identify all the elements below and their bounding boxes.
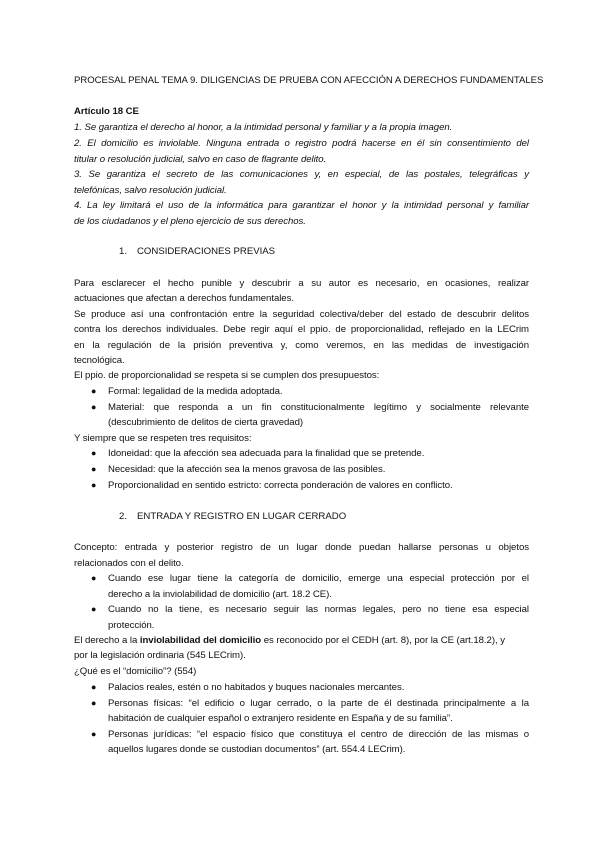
text-run: es reconocido por el CEDH (art. 8), por la CE (art.18.2), y bbox=[261, 635, 505, 646]
list-item: Personas jurídicas: “el espacio físico que constituya el centro de dirección de las mismas o bbox=[108, 729, 529, 740]
list-item: Formal: legalidad de la medida adoptada. bbox=[108, 386, 283, 397]
list-item: Necesidad: que la afección sea la menos gravosa de las posibles. bbox=[108, 464, 386, 475]
bullet-icon: ● bbox=[91, 448, 97, 458]
section-1-paragraph-cont: tecnológica. bbox=[74, 355, 125, 366]
bullet-icon: ● bbox=[91, 402, 97, 412]
bullet-icon: ● bbox=[91, 604, 97, 614]
list-item-cont: habitación de cualquier español o extranjero residente en España y de su familia”. bbox=[108, 713, 453, 724]
article-paragraph-4-cont: de los ciudadanos y el pleno ejercicio de sus derechos. bbox=[74, 216, 306, 227]
section-1-paragraph: Y siempre que se respeten tres requisitos: bbox=[74, 433, 252, 444]
list-item: Cuando no la tiene, es necesario seguir las normas legales, pero no tiene esa especial bbox=[108, 604, 529, 615]
section-2-question: ¿Qué es el “domicilio”? (554) bbox=[74, 666, 197, 677]
bullet-icon: ● bbox=[91, 386, 97, 396]
bullet-icon: ● bbox=[91, 573, 97, 583]
article-paragraph-3: 3. Se garantiza el secreto de las comunicaciones y, en especial, de las postales, telegráficas y bbox=[74, 169, 529, 180]
section-1-paragraph-cont: actuaciones que afectan a derechos fundamentales. bbox=[74, 293, 294, 304]
article-paragraph-4: 4. La ley limitará el uso de la informática para garantizar el honor y la intimidad personal y familiar bbox=[74, 200, 529, 211]
section-1-title: CONSIDERACIONES PREVIAS bbox=[137, 246, 276, 257]
bullet-icon: ● bbox=[91, 682, 97, 692]
article-title: Artículo 18 CE bbox=[74, 106, 139, 117]
section-1-paragraph-cont: en la regulación de la prisión preventiva y, como veremos, en las medidas de investigación bbox=[74, 340, 529, 351]
list-item: Proporcionalidad en sentido estricto: correcta ponderación de valores en conflicto. bbox=[108, 480, 453, 491]
article-paragraph-2-cont: titular o resolución judicial, salvo en caso de flagrante delito. bbox=[74, 154, 327, 165]
section-1-paragraph: Se produce así una confrontación entre la seguridad colectiva/deber del estado de descubrir delitos bbox=[74, 309, 529, 320]
section-1-paragraph-cont: contra los derechos individuales. Debe regir aquí el ppio. de proporcionalidad, reflejado en la LECrim bbox=[74, 324, 529, 335]
bullet-icon: ● bbox=[91, 480, 97, 490]
list-item: Idoneidad: que la afección sea adecuada para la finalidad que se pretende. bbox=[108, 448, 425, 459]
list-item: Cuando ese lugar tiene la categoría de domicilio, emerge una especial protección por el bbox=[108, 573, 529, 584]
section-1-number: 1. bbox=[119, 246, 128, 257]
section-2-paragraph: Concepto: entrada y posterior registro de un lugar donde puedan hallarse personas u objetos bbox=[74, 542, 529, 553]
bullet-icon: ● bbox=[91, 729, 97, 739]
list-item-cont: protección. bbox=[108, 620, 155, 631]
list-item: Palacios reales, estén o no habitados y buques nacionales mercantes. bbox=[108, 682, 405, 693]
section-2-title: ENTRADA Y REGISTRO EN LUGAR CERRADO bbox=[137, 511, 347, 522]
section-1-paragraph: Para esclarecer el hecho punible y descubrir a su autor es necesario, en ocasiones, realizar bbox=[74, 278, 529, 289]
text-run: El derecho a la bbox=[74, 635, 140, 646]
article-paragraph-1: 1. Se garantiza el derecho al honor, a la intimidad personal y familiar y a la propia imagen. bbox=[74, 122, 453, 133]
bold-term: inviolabilidad del domicilio bbox=[139, 635, 262, 646]
document-header: PROCESAL PENAL TEMA 9. DILIGENCIAS DE PRUEBA CON AFECCIÓN A DERECHOS FUNDAMENTALES bbox=[74, 75, 544, 86]
list-item: Personas físicas: “el edificio o lugar cerrado, o la parte de él destinada principalmente a la bbox=[108, 698, 529, 709]
article-paragraph-2: 2. El domicilio es inviolable. Ninguna entrada o registro podrá hacerse en él sin consentimiento del bbox=[74, 138, 529, 149]
bullet-icon: ● bbox=[91, 698, 97, 708]
bullet-icon: ● bbox=[91, 464, 97, 474]
section-2-number: 2. bbox=[119, 511, 128, 522]
section-2-paragraph-cont: relacionados con el delito. bbox=[74, 558, 184, 569]
section-2-paragraph-cont: por la legislación ordinaria (545 LECrim). bbox=[74, 650, 246, 661]
list-item-cont: (descubrimiento de delitos de cierta gravedad) bbox=[108, 417, 304, 428]
section-1-paragraph: El ppio. de proporcionalidad se respeta si se cumplen dos presupuestos: bbox=[74, 370, 380, 381]
section-2-paragraph bbox=[74, 633, 529, 648]
article-paragraph-3-cont: telefónicas, salvo resolución judicial. bbox=[74, 185, 227, 196]
list-item-cont: aquellos lugares donde se custodian documentos” (art. 554.4 LECrim). bbox=[108, 744, 406, 755]
list-item: Material: que responda a un fin constitucionalmente legítimo y socialmente relevante bbox=[108, 402, 529, 413]
list-item-cont: derecho a la inviolabilidad de domicilio (art. 18.2 CE). bbox=[108, 589, 332, 600]
